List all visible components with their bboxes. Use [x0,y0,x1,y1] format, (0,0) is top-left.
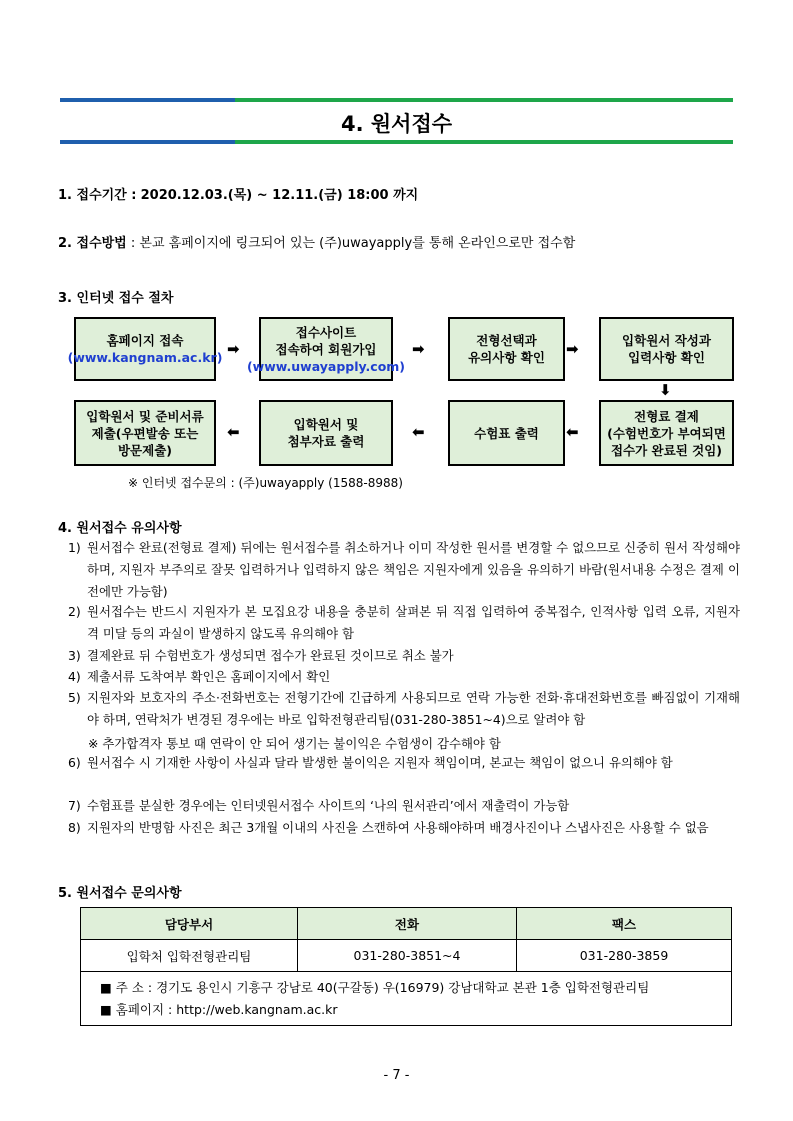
step-signup [246,317,406,381]
period-value: 2020.12.03.(목) ~ 12.11.(금) 18:00 까지 [140,188,419,203]
period-line [58,184,418,203]
step-homepage-access [67,317,223,381]
contact-heading: 5. 원서접수 문의사항 [58,886,182,901]
arrow-left-icon: ⬅ [412,423,425,441]
step-2-url: (www.uwayapply.com) [246,358,406,374]
arrow-right-icon: ➡ [227,340,240,358]
step-7-line-2: 첨부자료 출력 [287,434,365,449]
internet-inquiry-note: ※ 인터넷 접수문의 : (주)uwayapply (1588-8988) [128,476,403,490]
caution-7-text: 수험표를 분실한 경우에는 인터넷원서접수 사이트의 ‘나의 원서관리’에서 재출력이 가능함 [87,798,570,813]
procedure-heading: 3. 인터넷 접수 절차 [58,291,174,306]
caution-7-num: 7) [68,798,81,813]
caution-3-text: 결제완료 뒤 수험번호가 생성되면 접수가 완료된 것이므로 취소 불가 [87,648,454,663]
step-4-line-2: 입력사항 확인 [628,350,705,365]
cell-fax: 031-280-3859 [517,940,732,972]
arrow-left-icon: ⬅ [227,423,240,441]
step-7-line-1: 입학원서 및 [293,417,359,432]
step-8-line-1: 입학원서 및 준비서류 [86,408,204,424]
cell-department: 입학처 입학전형관리팀 [81,940,298,972]
caution-5-text: 지원자와 보호자의 주소·전화번호는 전형기간에 긴급하게 사용되므로 연락 가능한 전화·휴대전화번호를 빠짐없이 기재해야 하며, 연락처가 변경된 경우에는 바로 입학전형관리팀(031-280-3851~4)으로 알려야 함 [87,690,740,727]
arrow-right-icon: ➡ [566,340,579,358]
caution-1-text: 원서접수 완료(전형료 결제) 뒤에는 원서접수를 취소하거나 이미 작성한 원서를 변경할 수 없으므로 신중히 원서 작성해야 하며, 지원자 부주의로 잘못 입력하거나 입력하지 않은 책임은 지원자에게 있음을 유의하기 바람(원서내용 수정은 결제 이전에만 가능함) [87,540,740,599]
step-6-line-1: 수험표 출력 [474,425,539,441]
step-print-application [259,400,393,466]
step-submit-documents [74,400,216,466]
step-5-line-3: 접수가 완료된 것임) [610,442,723,458]
caution-item-3 [68,645,740,667]
caution-4-num: 4) [68,669,81,684]
caution-item-4 [68,666,740,688]
caution-item-5 [68,687,740,731]
caution-5-num: 5) [68,690,81,705]
cautions-heading: 4. 원서접수 유의사항 [58,521,182,536]
step-3-line-1: 전형선택과 [476,333,537,348]
header-rule-bottom [60,140,733,144]
method-line [58,232,575,251]
header-rule-top [60,98,733,102]
step-select-admission [448,317,565,381]
cell-phone: 031-280-3851~4 [298,940,517,972]
step-3-line-2: 유의사항 확인 [468,350,545,365]
caution-item-7 [68,795,740,817]
arrow-left-icon: ⬅ [566,423,579,441]
step-2-line-2: 접속하여 회원가입 [275,341,377,357]
step-8-line-3: 방문제출) [117,442,172,458]
arrow-right-icon: ➡ [412,340,425,358]
method-value: : 본교 홈페이지에 링크되어 있는 (주)uwayapply를 통해 온라인으로만 접수함 [130,236,576,251]
step-5-line-1: 전형료 결제 [634,408,699,424]
step-write-application [599,317,734,381]
step-5-line-2: (수험번호가 부여되면 [607,425,726,441]
caution-3-num: 3) [68,648,81,663]
caution-1-num: 1) [68,540,81,555]
caution-6-text: 원서접수 시 기재한 사항이 사실과 달라 발생한 불이익은 지원자 책임이며, 본교는 책임이 없으니 유의해야 함 [87,755,673,770]
contact-table [80,907,732,972]
caution-item-1 [68,537,740,603]
caution-8-num: 8) [68,820,81,835]
step-2-line-1: 접수사이트 [295,324,357,340]
homepage-line: ■ 홈페이지 : http://web.kangnam.ac.kr [100,1002,338,1017]
contact-table-header-row [81,908,732,940]
method-label: 2. 접수방법 [58,236,127,251]
arrow-down-icon: ⬇ [659,381,672,399]
caution-5-sub-note: ※ 추가합격자 통보 때 연락이 안 되어 생기는 불이익은 수험생이 감수해야 함 [88,736,501,751]
step-pay-fee [599,400,734,466]
step-print-ticket [448,400,565,466]
header-fax: 팩스 [517,908,732,940]
page-title: 4. 원서접수 [340,112,453,136]
caution-4-text: 제출서류 도착여부 확인은 홈페이지에서 확인 [87,669,331,684]
header-phone: 전화 [298,908,517,940]
header-department: 담당부서 [81,908,298,940]
caution-2-text: 원서접수는 반드시 지원자가 본 모집요강 내용을 충분히 살펴본 뒤 직접 입력하여 중복접수, 인적사항 입력 오류, 지원자격 미달 등의 과실이 발생하지 않도록 유의해야 함 [87,604,740,641]
address-line: ■ 주 소 : 경기도 용인시 기흥구 강남로 40(구갈동) 우(16979) 강남대학교 본관 1층 입학전형관리팀 [100,980,650,995]
caution-item-8 [68,817,740,839]
step-1-url: (www.kangnam.ac.kr) [67,350,223,365]
step-4-line-1: 입학원서 작성과 [622,333,711,348]
page-number: - 7 - [383,1068,410,1083]
caution-item-2 [68,601,740,645]
caution-item-6 [68,752,740,774]
step-1-line-1: 홈페이지 접속 [106,333,184,348]
caution-8-text: 지원자의 반명함 사진은 최근 3개월 이내의 사진을 스캔하여 사용해야하며 배경사진이나 스냅사진은 사용할 수 없음 [87,820,709,835]
caution-6-num: 6) [68,755,81,770]
step-8-line-2: 제출(우편발송 또는 [91,425,199,441]
caution-2-num: 2) [68,604,81,619]
period-label: 1. 접수기간 : [58,188,137,203]
